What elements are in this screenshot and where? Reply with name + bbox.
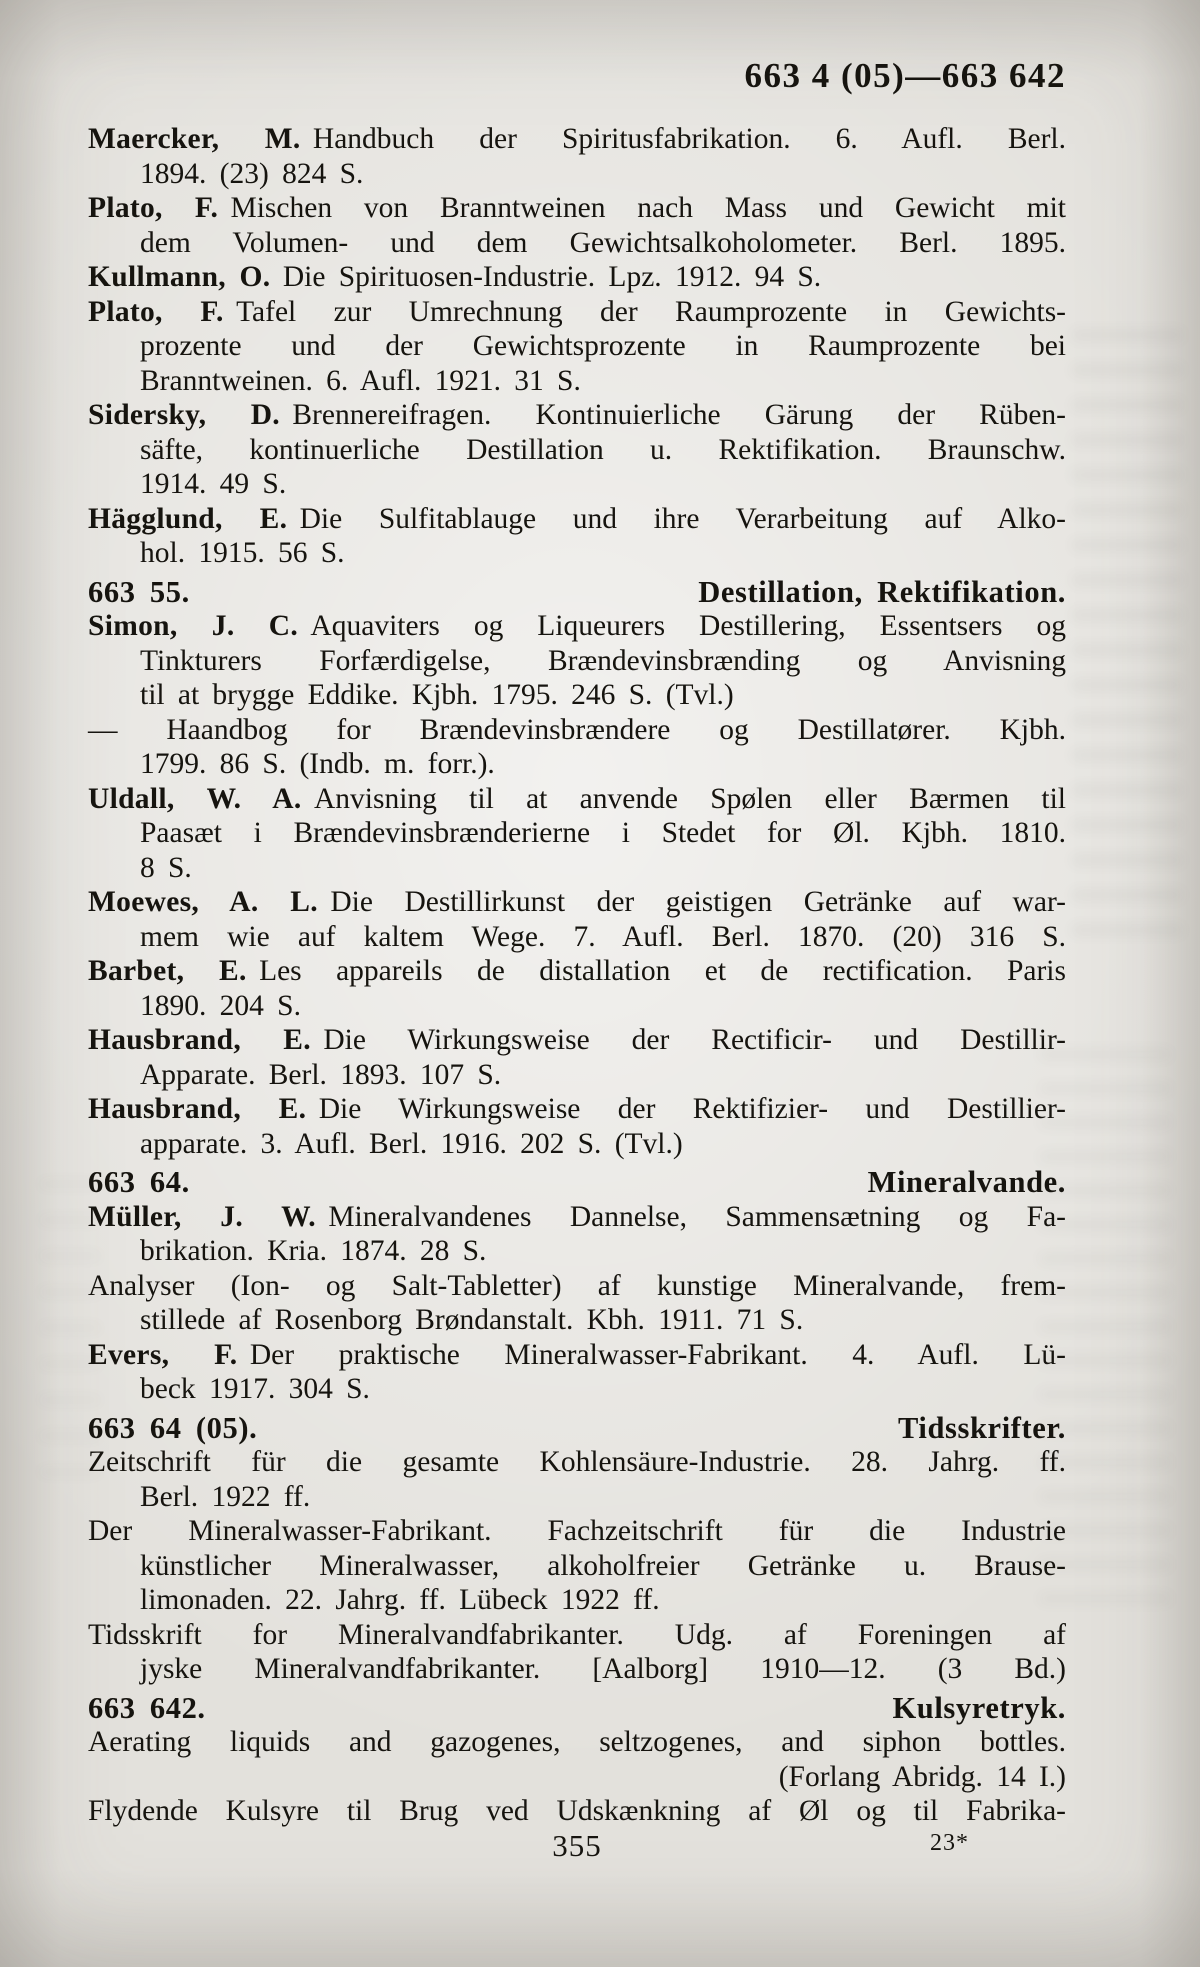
entry-line: 1914. 49 S. bbox=[140, 468, 287, 500]
bleed-through-artifact bbox=[1072, 330, 1182, 950]
author-name: Plato, F. bbox=[88, 295, 224, 328]
entry-line: — Haandbog for Brændevinsbrændere og Destillatører. Kjbh. bbox=[88, 713, 1066, 746]
entry-line: 1894. (23) 824 S. bbox=[140, 157, 364, 190]
entry-line: künstlicher Mineralwasser, alkoholfreier Getränke u. Brause- bbox=[140, 1549, 1066, 1582]
entry-first-line: Hausbrand, E. Die Wirkungsweise der Rectificir- und Destillir- bbox=[88, 1024, 1067, 1056]
section-number: 663 55. bbox=[88, 574, 190, 609]
author-name: Kullmann, O. bbox=[88, 261, 271, 293]
author-name: Plato, F. bbox=[88, 192, 219, 224]
entry-line: hol. 1915. 56 S. bbox=[140, 537, 345, 569]
entry-first-line: Hausbrand, E. Die Wirkungsweise der Rektifizier- und Destillier- bbox=[88, 1093, 1067, 1125]
author-name: Hägglund, E. bbox=[88, 502, 288, 535]
entry-first-line: Müller, J. W. Mineralvandenes Dannelse, Sammensætning og Fa- bbox=[88, 1200, 1066, 1233]
entry-line: 8 S. bbox=[140, 851, 192, 884]
entry-first-line: Plato, F. Tafel zur Umrechnung der Raumprozente in Gewichts- bbox=[88, 295, 1067, 328]
section-title: Destillation, Rektifikation. bbox=[698, 574, 1066, 609]
entry-line: 1890. 204 S. bbox=[140, 989, 301, 1022]
entry-line: Der Mineralwasser-Fabrikant. Fachzeitschrift für die Industrie bbox=[88, 1515, 1066, 1547]
entry-line: Branntweinen. 6. Aufl. 1921. 31 S. bbox=[140, 364, 581, 397]
section-heading bbox=[88, 1411, 1066, 1446]
entry-line: limonaden. 22. Jahrg. ff. Lübeck 1922 ff. bbox=[140, 1584, 660, 1616]
classification-range-label: 663 4 (05)—663 642 bbox=[744, 56, 1066, 95]
entry-line: stillede af Rosenborg Brøndanstalt. Kbh. 1911. 71 S. bbox=[140, 1304, 804, 1336]
entry-line: dem Volumen- und dem Gewichtsalkoholometer. Berl. 1895. bbox=[140, 226, 1066, 259]
entry-line: Analyser (Ion- og Salt-Tabletter) af kunstige Mineralvande, frem- bbox=[88, 1269, 1066, 1302]
entry-first-line: Uldall, W. A. Anvisning til at anvende Spølen eller Bærmen til bbox=[88, 782, 1066, 815]
entry-first-line: Barbet, E. Les appareils de distallation et de rectification. Paris bbox=[88, 955, 1066, 987]
bibliography-text-block bbox=[88, 122, 1066, 1829]
entry-line: (Forlang Abridg. 14 I.) bbox=[778, 1760, 1066, 1793]
entry-line: mem wie auf kaltem Wege. 7. Aufl. Berl. 1870. (20) 316 S. bbox=[140, 920, 1066, 953]
entry-line: jyske Mineralvandfabrikanter. [Aalborg] 1910—12. (3 Bd.) bbox=[140, 1653, 1066, 1685]
section-title: Tidsskrifter. bbox=[898, 1410, 1066, 1445]
entry-line: Tinkturers Forfærdigelse, Brændevinsbrænding og Anvisning bbox=[140, 644, 1066, 677]
page-number: 355 bbox=[552, 1828, 602, 1863]
running-head bbox=[88, 56, 1066, 96]
entry-first-line: Maercker, M. Handbuch der Spiritusfabrikation. 6. Aufl. Berl. bbox=[88, 123, 1066, 155]
author-name: Maercker, M. bbox=[88, 123, 301, 155]
section-heading bbox=[88, 1165, 1066, 1200]
entry-first-line: Hägglund, E. Die Sulfitablauge und ihre Verarbeitung auf Alko- bbox=[88, 502, 1066, 535]
printer-signature-mark: 23* bbox=[930, 1830, 969, 1856]
author-name: Moewes, A. L. bbox=[88, 886, 318, 918]
section-heading bbox=[88, 1691, 1066, 1726]
entry-line: Tidsskrift for Mineralvandfabrikanter. Udg. af Foreningen af bbox=[88, 1618, 1066, 1651]
author-name: Sidersky, D. bbox=[88, 399, 280, 431]
entry-first-line: Simon, J. C. Aquaviters og Liqueurers Destillering, Essentsers og bbox=[88, 610, 1066, 642]
entry-line: til at brygge Eddike. Kjbh. 1795. 246 S. (Tvl.) bbox=[140, 679, 734, 711]
entry-first-line: Kullmann, O. Die Spirituosen-Industrie. Lpz. 1912. 94 S. bbox=[88, 261, 822, 293]
entry-line: Apparate. Berl. 1893. 107 S. bbox=[140, 1058, 502, 1091]
author-name: Hausbrand, E. bbox=[88, 1093, 307, 1125]
entry-first-line: Sidersky, D. Brennereifragen. Kontinuierliche Gärung der Rüben- bbox=[88, 399, 1066, 431]
author-name: Evers, F. bbox=[88, 1338, 238, 1371]
entry-line: säfte, kontinuerliche Destillation u. Rektifikation. Braunschw. bbox=[140, 433, 1066, 466]
author-name: Uldall, W. A. bbox=[88, 782, 302, 815]
entry-line: brikation. Kria. 1874. 28 S. bbox=[140, 1235, 487, 1267]
entry-line: Zeitschrift für die gesamte Kohlensäure-Industrie. 28. Jahrg. ff. bbox=[88, 1446, 1066, 1478]
section-number: 663 64 (05). bbox=[88, 1410, 258, 1445]
entry-line: Flydende Kulsyre til Brug ved Udskænkning af Øl og til Fabrika- bbox=[88, 1795, 1066, 1827]
entry-first-line: Plato, F. Mischen von Branntweinen nach Mass und Gewicht mit bbox=[88, 192, 1067, 224]
entry-line: prozente und der Gewichtsprozente in Raumprozente bei bbox=[140, 330, 1066, 362]
entry-first-line: Moewes, A. L. Die Destillirkunst der geistigen Getränke auf war- bbox=[88, 886, 1066, 918]
section-heading bbox=[88, 575, 1066, 610]
section-title: Kulsyretryk. bbox=[892, 1690, 1066, 1725]
section-title: Mineralvande. bbox=[867, 1165, 1066, 1199]
entry-line: 1799. 86 S. (Indb. m. forr.). bbox=[140, 748, 495, 780]
entry-line: apparate. 3. Aufl. Berl. 1916. 202 S. (Tvl.) bbox=[140, 1127, 683, 1160]
author-name: Barbet, E. bbox=[88, 955, 247, 987]
author-name: Hausbrand, E. bbox=[88, 1024, 311, 1056]
entry-first-line: Evers, F. Der praktische Mineralwasser-Fabrikant. 4. Aufl. Lü- bbox=[88, 1338, 1066, 1371]
section-number: 663 64. bbox=[88, 1165, 190, 1199]
author-name: Simon, J. C. bbox=[88, 610, 299, 642]
entry-line: Paasæt i Brændevinsbrænderierne i Stedet for Øl. Kjbh. 1810. bbox=[140, 817, 1066, 849]
entry-line: Aerating liquids and gazogenes, seltzogenes, and siphon bottles. bbox=[88, 1726, 1066, 1758]
entry-line: Berl. 1922 ff. bbox=[140, 1480, 311, 1513]
section-number: 663 642. bbox=[88, 1690, 206, 1725]
author-name: Müller, J. W. bbox=[88, 1200, 316, 1233]
entry-line: beck 1917. 304 S. bbox=[140, 1373, 370, 1405]
